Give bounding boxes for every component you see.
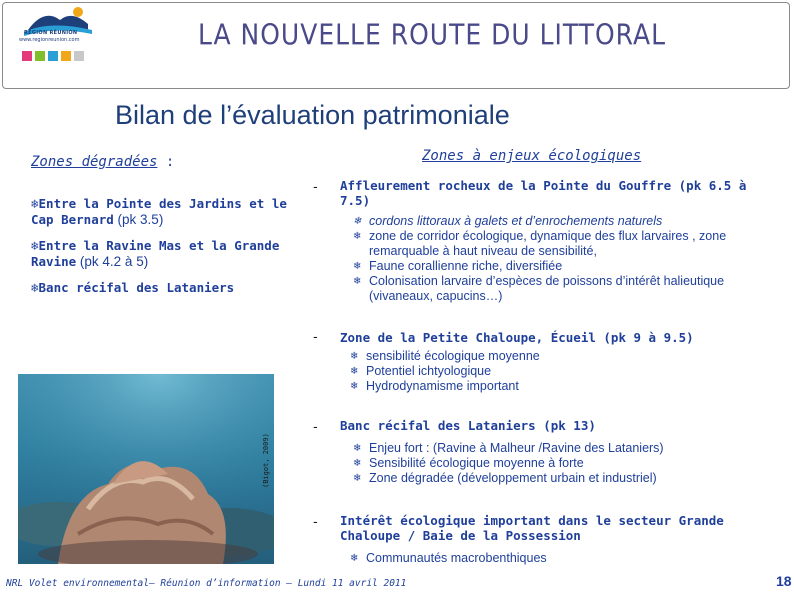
zones-degradees-heading-suffix: : (157, 154, 175, 170)
section-dash: - (313, 420, 318, 435)
coral-reef-photo (18, 374, 274, 564)
list-item-bold: Banc récifal des Lataniers (38, 280, 235, 295)
list-item-bold: Entre la Pointe des Jardins et le Cap Bernard (31, 196, 287, 227)
zones-enjeux-heading: Zones à enjeux écologiques (422, 148, 642, 164)
color-square (22, 51, 32, 61)
logo-line1: RÉGION RÉUNION (24, 30, 78, 36)
footer-text: NRL Volet environnemental– Réunion d’information – Lundi 11 avril 2011 (6, 578, 407, 589)
bullet-item: ❄ cordons littoraux à galets et d’enrochements naturels (353, 214, 773, 229)
snowflake-bullet-icon: ❄ (31, 238, 39, 253)
section-bullets (353, 214, 773, 304)
color-square (74, 51, 84, 61)
section-title: Affleurement rocheux de la Pointe du Gouffre (pk 6.5 à 7.5) (340, 178, 747, 208)
bullet-item: ❄ Colonisation larvaire d’espèces de poissons d’intérêt halieutique (vivaneaux, capucins…) (353, 274, 773, 304)
section-bullets (350, 349, 770, 394)
section-bullets (353, 441, 773, 486)
page-title: Bilan de l’évaluation patrimoniale (115, 100, 510, 130)
color-square (48, 51, 58, 61)
list-item (31, 238, 311, 270)
section-dash: - (313, 515, 318, 530)
list-item (31, 280, 311, 296)
section-title: Zone de la Petite Chaloupe, Écueil (pk 9 à 9.5) (340, 330, 694, 345)
list-item-plain: (pk 3.5) (113, 212, 164, 227)
bullet-item: ❄ Enjeu fort : (Ravine à Malheur /Ravine des Lataniers) (353, 441, 773, 456)
list-item-plain: (pk 4.2 à 5) (76, 254, 149, 269)
zones-degradees-heading-text: Zones dégradées (31, 154, 158, 170)
snowflake-bullet-icon: ❄ (31, 196, 39, 211)
section-title: Intérêt écologique important dans le secteur Grande Chaloupe / Baie de la Possession (340, 513, 724, 543)
section-dash: - (313, 330, 318, 345)
zones-degradees-heading (31, 154, 174, 170)
bullet-item: ❄ Sensibilité écologique moyenne à forte (353, 456, 773, 471)
logo-line2: www.regionreunion.com (19, 37, 80, 43)
section-dash: - (313, 180, 318, 195)
page-number: 18 (776, 573, 792, 589)
bullet-item: ❄ Communautés macrobenthiques (350, 551, 770, 566)
color-square (61, 51, 71, 61)
logo-color-squares (22, 51, 84, 61)
zones-degradees-list (31, 196, 311, 306)
bullet-item: ❄ Zone dégradée (développement urbain et industriel) (353, 471, 773, 486)
bullet-item: ❄ zone de corridor écologique, dynamique des flux larvaires , zone remarquable à haut niveau de sensibilité, (353, 229, 773, 259)
snowflake-bullet-icon: ❄ (31, 280, 39, 295)
color-square (35, 51, 45, 61)
bullet-item: ❄ sensibilité écologique moyenne (350, 349, 770, 364)
banner-title: LA NOUVELLE ROUTE DU LITTORAL (198, 17, 667, 52)
bullet-item: ❄ Potentiel ichtyologique (350, 364, 770, 379)
section-title: Banc récifal des Lataniers (pk 13) (340, 418, 596, 433)
coral-reef-illustration (18, 374, 274, 564)
section-bullets (350, 551, 770, 566)
photo-credit: (Bigot, 2009) (262, 433, 270, 488)
bullet-item: ❄ Hydrodynamisme important (350, 379, 770, 394)
list-item-bold: Entre la Ravine Mas et la Grande Ravine (31, 238, 280, 269)
bullet-item: ❄ Faune corallienne riche, diversifiée (353, 259, 773, 274)
list-item (31, 196, 311, 228)
